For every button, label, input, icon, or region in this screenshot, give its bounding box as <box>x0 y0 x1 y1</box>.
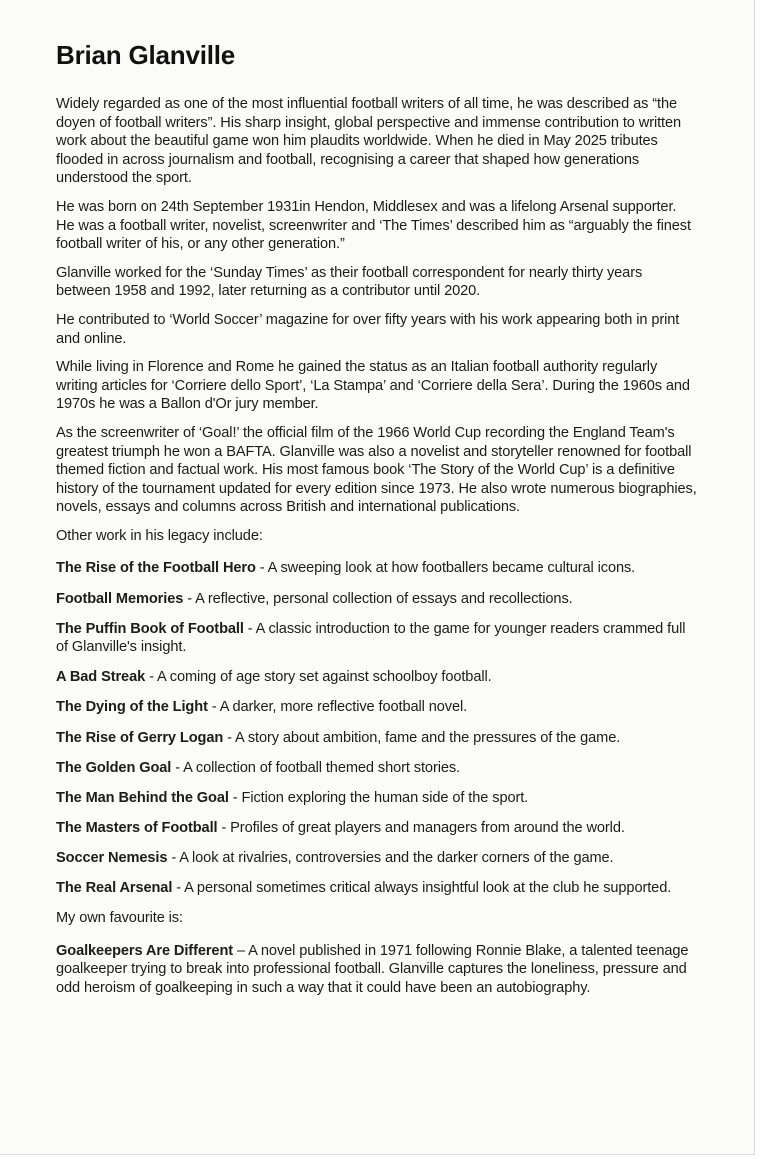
list-item <box>56 729 698 748</box>
work-title: A Bad Streak <box>56 669 146 686</box>
italy-paragraph: While living in Florence and Rome he gained the status as an Italian football authority regularly writing articles for ‘Corriere dello Sport’, ‘La Stampa’ and ‘Corriere della Sera’. During the 1960s and 1970s he was a Ballon d'Or jury member. <box>56 359 690 413</box>
list-item <box>56 819 698 838</box>
work-title: The Rise of the Football Hero <box>56 560 256 577</box>
work-description: - A darker, more reflective football novel. <box>207 699 468 716</box>
birth-paragraph: He was born on 24th September 1931in Hendon, Middlesex and was a lifelong Arsenal supporter. He was a football writer, novelist, screenwriter and ‘The Times’ described him as “arguably the finest football writer of his, or any other generation.” <box>56 198 691 253</box>
list-item <box>56 879 698 898</box>
page-title: Brian Glanville <box>56 40 236 70</box>
favourite-work <box>56 942 698 998</box>
world-soccer-paragraph: He contributed to ‘World Soccer’ magazine for over fifty years with his work appearing both in print and online. <box>56 311 680 347</box>
favourite-title: Goalkeepers Are Different <box>56 942 234 959</box>
list-item <box>56 590 698 609</box>
work-description: - Profiles of great players and managers from around the world. <box>217 819 625 836</box>
list-item <box>56 668 698 687</box>
screenwriter-paragraph: As the screenwriter of ‘Goal!’ the official film of the 1966 World Cup recording the England Team's greatest triumph he won a BAFTA. Glanville was also a novelist and storyteller renowned for football themed fiction and factual work. His most famous book ‘The Story of the World Cup’ is a definitive history of the tournament updated for every edition since 1973. He also wrote numerous biographies, novels, essays and columns across British and international publications. <box>56 424 697 516</box>
list-item <box>56 620 698 657</box>
work-description: - A sweeping look at how footballers became cultural icons. <box>255 560 636 577</box>
work-title: The Man Behind the Goal <box>56 789 229 806</box>
work-title: The Puffin Book of Football <box>56 620 244 637</box>
list-item <box>56 698 698 717</box>
work-title: The Rise of Gerry Logan <box>56 729 224 746</box>
list-item <box>56 849 698 868</box>
work-description: - A coming of age story set against schoolboy football. <box>145 669 492 686</box>
work-description: - A reflective, personal collection of essays and recollections. <box>183 590 573 607</box>
work-description: - A collection of football themed short stories. <box>171 759 461 776</box>
work-description: - A classic introduction to the game for younger readers crammed full of Glanville's insight. <box>56 620 686 656</box>
work-description: - A story about ambition, fame and the pressures of the game. <box>223 729 621 746</box>
work-title: The Masters of Football <box>56 819 218 836</box>
sunday-times-paragraph: Glanville worked for the ‘Sunday Times’ as their football correspondent for nearly thirty years between 1958 and 1992, later returning as a contributor until 2020. <box>56 264 643 300</box>
work-title: Football Memories <box>56 590 184 607</box>
work-description: - A personal sometimes critical always insightful look at the club he supported. <box>172 880 672 896</box>
list-item <box>56 559 698 578</box>
work-title: The Real Arsenal <box>56 880 173 896</box>
intro-paragraph: Widely regarded as one of the most influential football writers of all time, he was described as “the doyen of football writers”. His sharp insight, global perspective and immense contribution to written work about the beautiful game won him plaudits worldwide. When he died in May 2025 tributes flooded in across journalism and football, recognising a career that shaped how generations understood the sport. <box>56 96 682 187</box>
other-work-intro: Other work in his legacy include: <box>56 527 263 544</box>
work-description: - Fiction exploring the human side of the sport. <box>228 789 529 806</box>
work-title: Soccer Nemesis <box>56 849 168 866</box>
favourite-description: – A novel published in 1971 following Ronnie Blake, a talented teenage goalkeeper trying to break into professional football. Glanville captures the loneliness, pressure and odd heroism of goalkeeping in such a way that it could have been an autobiography. <box>56 942 689 996</box>
list-item <box>56 789 698 808</box>
work-title: The Golden Goal <box>56 759 172 776</box>
work-description: - A look at rivalries, controversies and the darker corners of the game. <box>167 849 614 866</box>
works-list <box>56 559 698 897</box>
favourite-label: My own favourite is: <box>56 910 183 927</box>
work-title: The Dying of the Light <box>56 699 208 716</box>
list-item <box>56 759 698 778</box>
